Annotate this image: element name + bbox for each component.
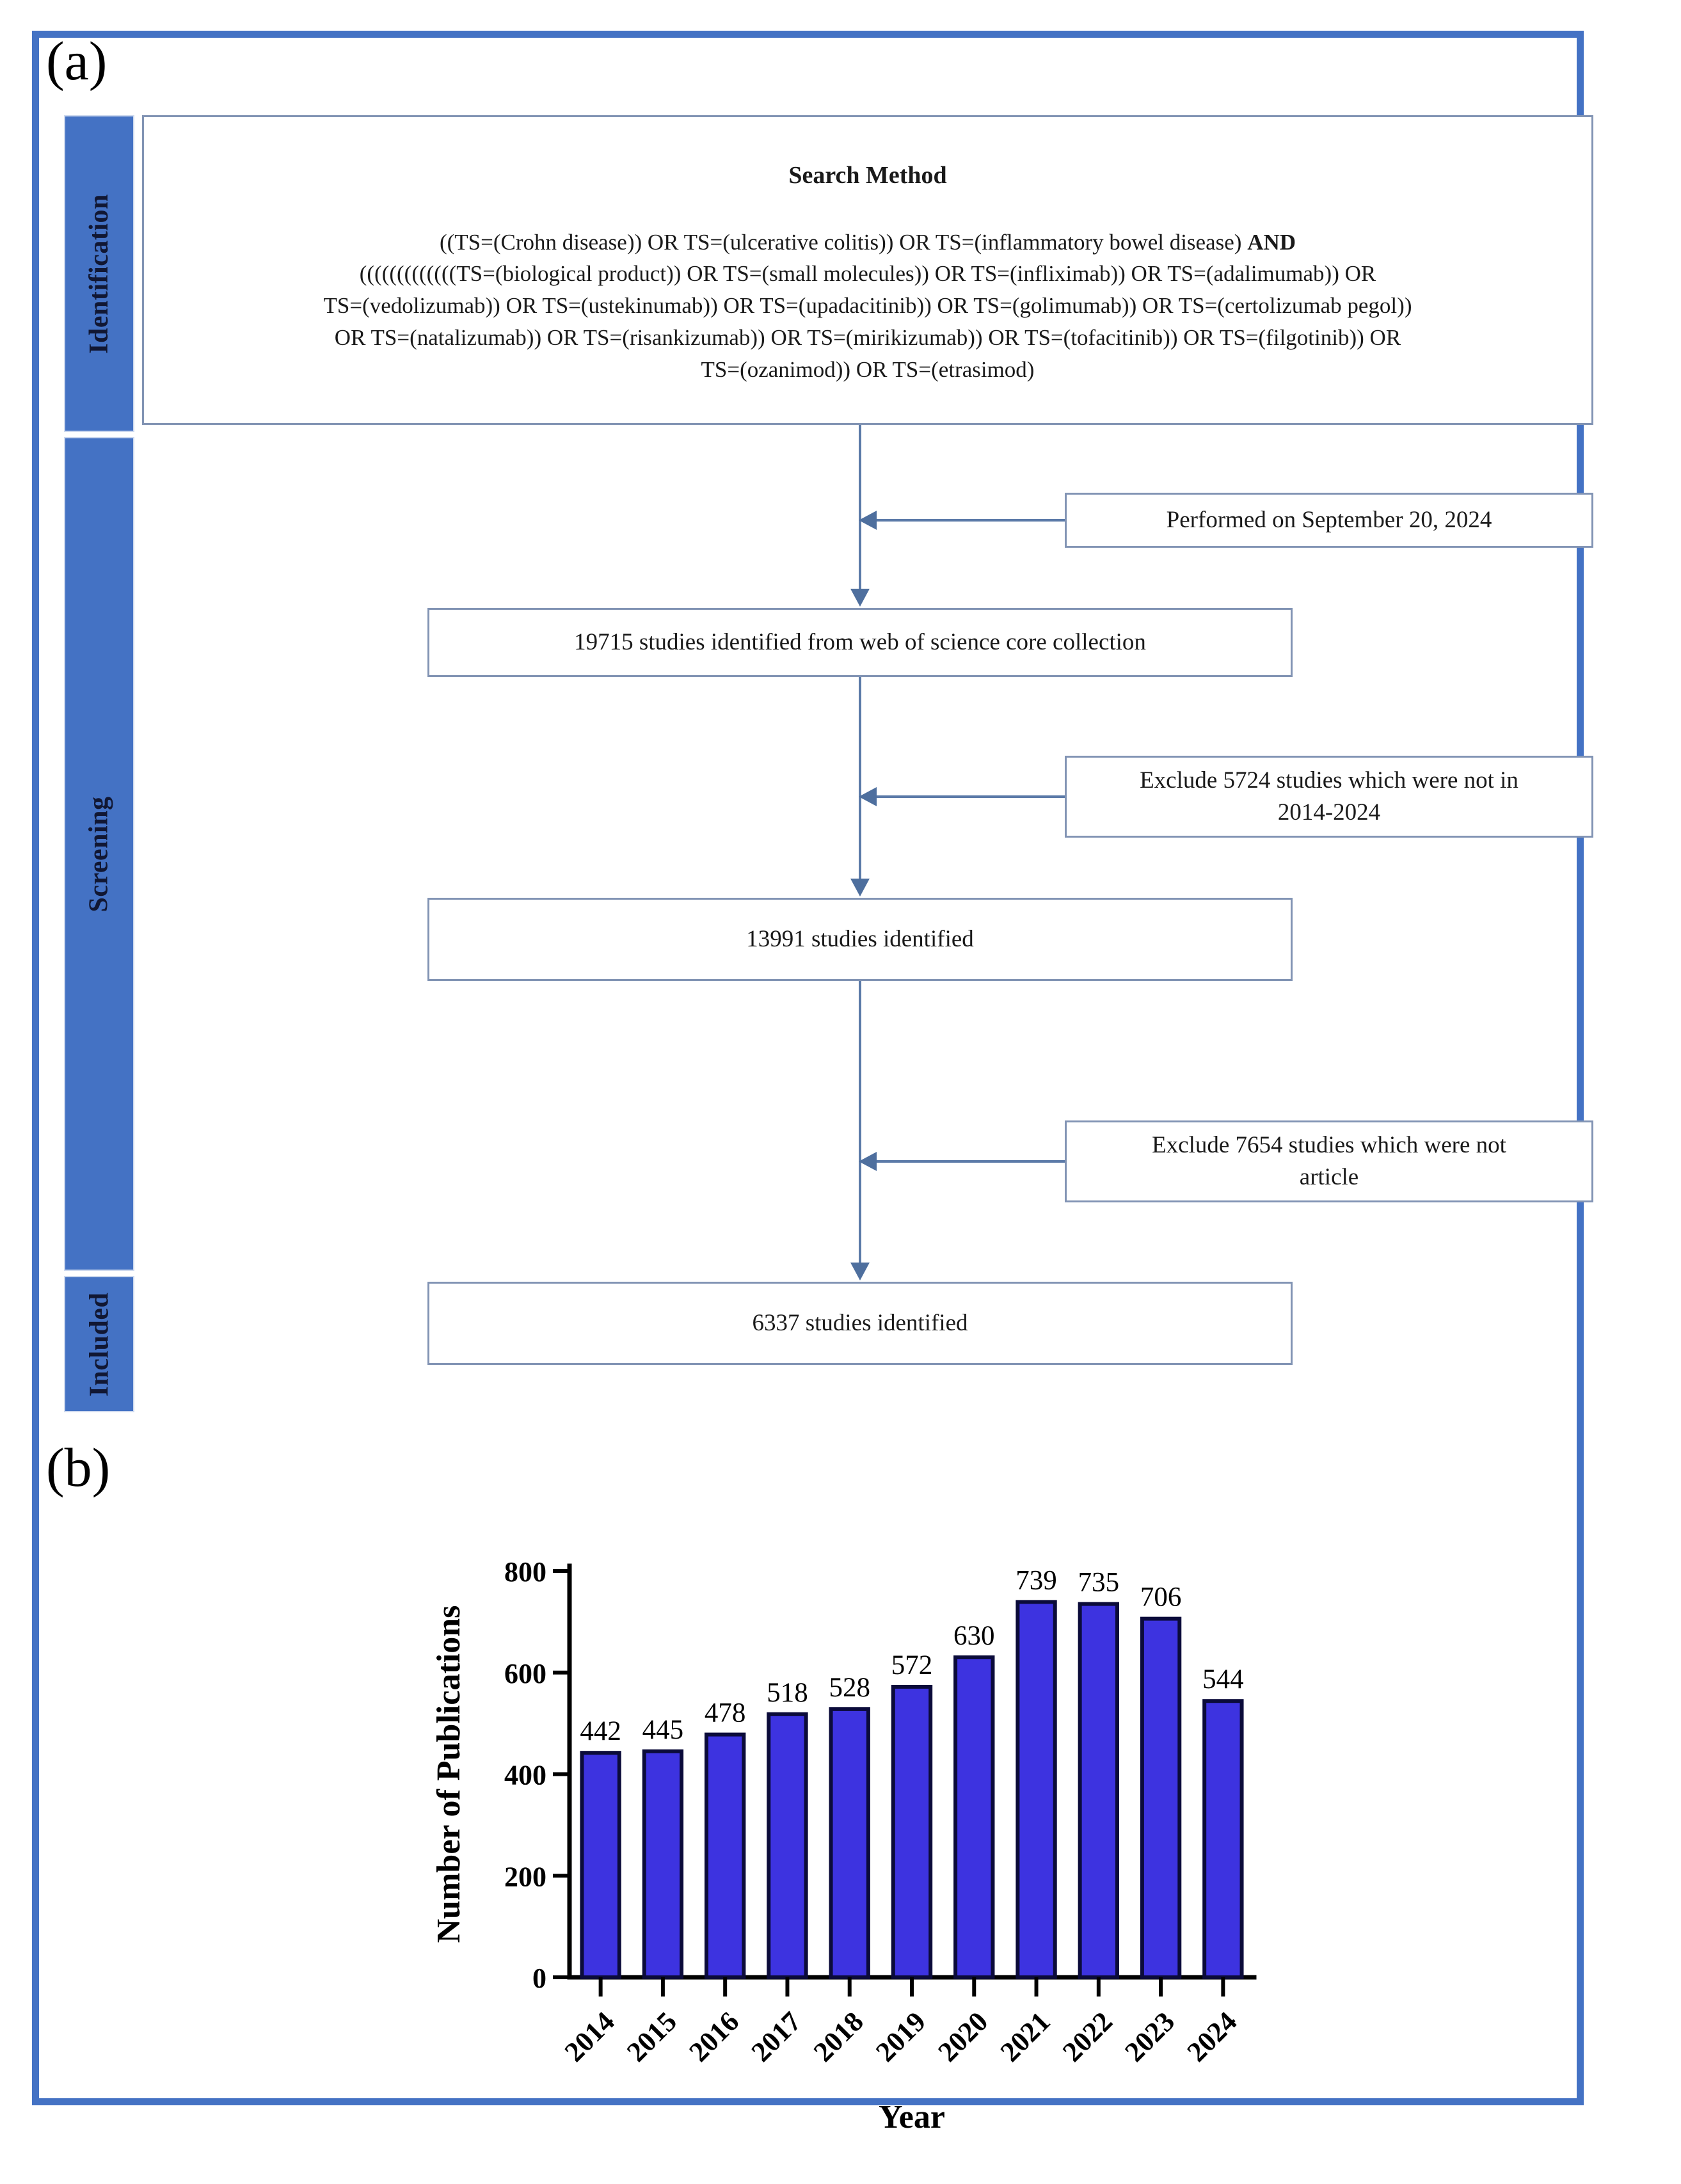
- search-method-query: [324, 227, 1412, 385]
- query-line-5: TS=(ozanimod)) OR TS=(etrasimod): [701, 356, 1035, 382]
- publications-per-year-bar-chart: [422, 1523, 1293, 2135]
- exclude-5724-line2: 2014-2024: [1277, 799, 1381, 825]
- exclude-5724-box: [1065, 756, 1593, 838]
- arrow-search-to-19715: [850, 589, 870, 607]
- bar-2023: [1142, 1619, 1179, 1977]
- x-tick-label-2015: 2015: [621, 2005, 683, 2068]
- bar-2019: [893, 1687, 930, 1977]
- x-tick-label-2021: 2021: [994, 2005, 1056, 2068]
- y-tick-label-400: 400: [504, 1759, 546, 1791]
- arrow-exclude-7654: [859, 1152, 877, 1171]
- x-tick-label-2020: 2020: [932, 2005, 994, 2068]
- box-6337-text: 6337 studies identified: [752, 1310, 968, 1337]
- bar-value-label-2024: 544: [1202, 1664, 1244, 1695]
- x-tick-label-2018: 2018: [807, 2005, 870, 2068]
- performed-on-text: Performed on September 20, 2024: [1166, 507, 1492, 534]
- panel-a-label: (a): [46, 30, 108, 92]
- arrow-performed-on: [859, 511, 877, 530]
- x-tick-label-2017: 2017: [745, 2005, 808, 2068]
- bar-2021: [1017, 1602, 1055, 1977]
- bar-2016: [706, 1735, 744, 1977]
- query-line-2: (((((((((((((TS=(biological product)) OR TS=(small molecules)) OR TS=(infliximab)) OR TS=(adalimumab)) OR: [359, 261, 1376, 287]
- box-19715-text: 19715 studies identified from web of science core collection: [574, 629, 1146, 656]
- arrow-13991-to-6337: [850, 1263, 870, 1280]
- connector-search-to-19715: [859, 425, 861, 590]
- bar-value-label-2015: 445: [642, 1714, 684, 1745]
- bar-2022: [1080, 1604, 1117, 1977]
- x-axis-title: Year: [879, 2099, 945, 2135]
- y-tick-label-200: 200: [504, 1861, 546, 1893]
- stage-label-included: Included: [84, 1292, 115, 1396]
- x-tick-label-2014: 2014: [558, 2005, 621, 2068]
- x-tick-label-2019: 2019: [870, 2005, 932, 2068]
- chart-svg: [422, 1523, 1293, 2135]
- performed-on-box: [1065, 493, 1593, 548]
- bar-value-label-2022: 735: [1078, 1567, 1120, 1598]
- bar-2018: [831, 1709, 868, 1977]
- query-line-1: ((TS=(Crohn disease)) OR TS=(ulcerative colitis)) OR TS=(inflammatory bowel disease): [439, 229, 1248, 255]
- exclude-7654-box: [1065, 1120, 1593, 1202]
- bar-value-label-2020: 630: [953, 1620, 995, 1651]
- bar-value-label-2021: 739: [1016, 1565, 1057, 1596]
- connector-19715-to-13991: [859, 677, 861, 880]
- bar-2020: [955, 1657, 992, 1977]
- arrow-19715-to-13991: [850, 879, 870, 897]
- exclude-5724-line1: Exclude 5724 studies which were not in: [1140, 767, 1518, 794]
- bar-value-label-2023: 706: [1140, 1582, 1182, 1613]
- bar-value-label-2016: 478: [704, 1698, 746, 1728]
- y-tick-label-0: 0: [532, 1963, 546, 1994]
- x-tick-label-2023: 2023: [1119, 2005, 1181, 2068]
- query-line-4: OR TS=(natalizumab)) OR TS=(risankizumab)) OR TS=(mirikizumab)) OR TS=(tofacitinib)) OR TS=(filgotinib)) OR: [334, 324, 1401, 350]
- connector-performed-on: [877, 519, 1065, 522]
- stage-label-identification: Identification: [84, 193, 115, 354]
- bar-value-label-2018: 528: [829, 1672, 870, 1703]
- stage-bar-screening: [64, 437, 134, 1271]
- connector-exclude-7654: [877, 1160, 1065, 1163]
- query-line-3: TS=(vedolizumab)) OR TS=(ustekinumab)) OR TS=(upadacitinib)) OR TS=(golimumab)) OR TS=(certolizumab pegol)): [323, 293, 1412, 319]
- exclude-7654-line2: article: [1299, 1164, 1359, 1190]
- y-tick-label-600: 600: [504, 1657, 546, 1689]
- query-line-1-and: AND: [1247, 229, 1296, 255]
- x-tick-label-2022: 2022: [1056, 2005, 1119, 2068]
- exclude-7654-line1: Exclude 7654 studies which were not: [1152, 1132, 1506, 1159]
- stage-label-screening: Screening: [84, 795, 114, 913]
- bar-value-label-2014: 442: [580, 1716, 621, 1747]
- bar-2015: [644, 1751, 681, 1977]
- connector-13991-to-6337: [859, 981, 861, 1264]
- box-19715-studies: [427, 608, 1293, 677]
- x-tick-label-2016: 2016: [683, 2005, 745, 2068]
- box-13991-text: 13991 studies identified: [746, 926, 974, 953]
- bar-value-label-2019: 572: [891, 1650, 933, 1680]
- search-method-title: Search Method: [788, 161, 947, 189]
- connector-exclude-5724: [877, 795, 1065, 798]
- y-tick-label-800: 800: [504, 1556, 546, 1588]
- bar-2017: [769, 1714, 806, 1977]
- box-13991-studies: [427, 898, 1293, 981]
- box-6337-studies: [427, 1282, 1293, 1365]
- bar-2024: [1204, 1701, 1241, 1977]
- bar-2014: [582, 1753, 619, 1977]
- search-method-box: [142, 115, 1593, 425]
- arrow-exclude-5724: [859, 787, 877, 806]
- y-axis-title: Number of Publications: [431, 1605, 467, 1943]
- stage-bar-identification: [64, 115, 134, 432]
- x-tick-label-2024: 2024: [1181, 2005, 1243, 2068]
- stage-bar-included: [64, 1276, 134, 1412]
- panel-b-label: (b): [46, 1437, 111, 1498]
- bar-value-label-2017: 518: [767, 1677, 808, 1708]
